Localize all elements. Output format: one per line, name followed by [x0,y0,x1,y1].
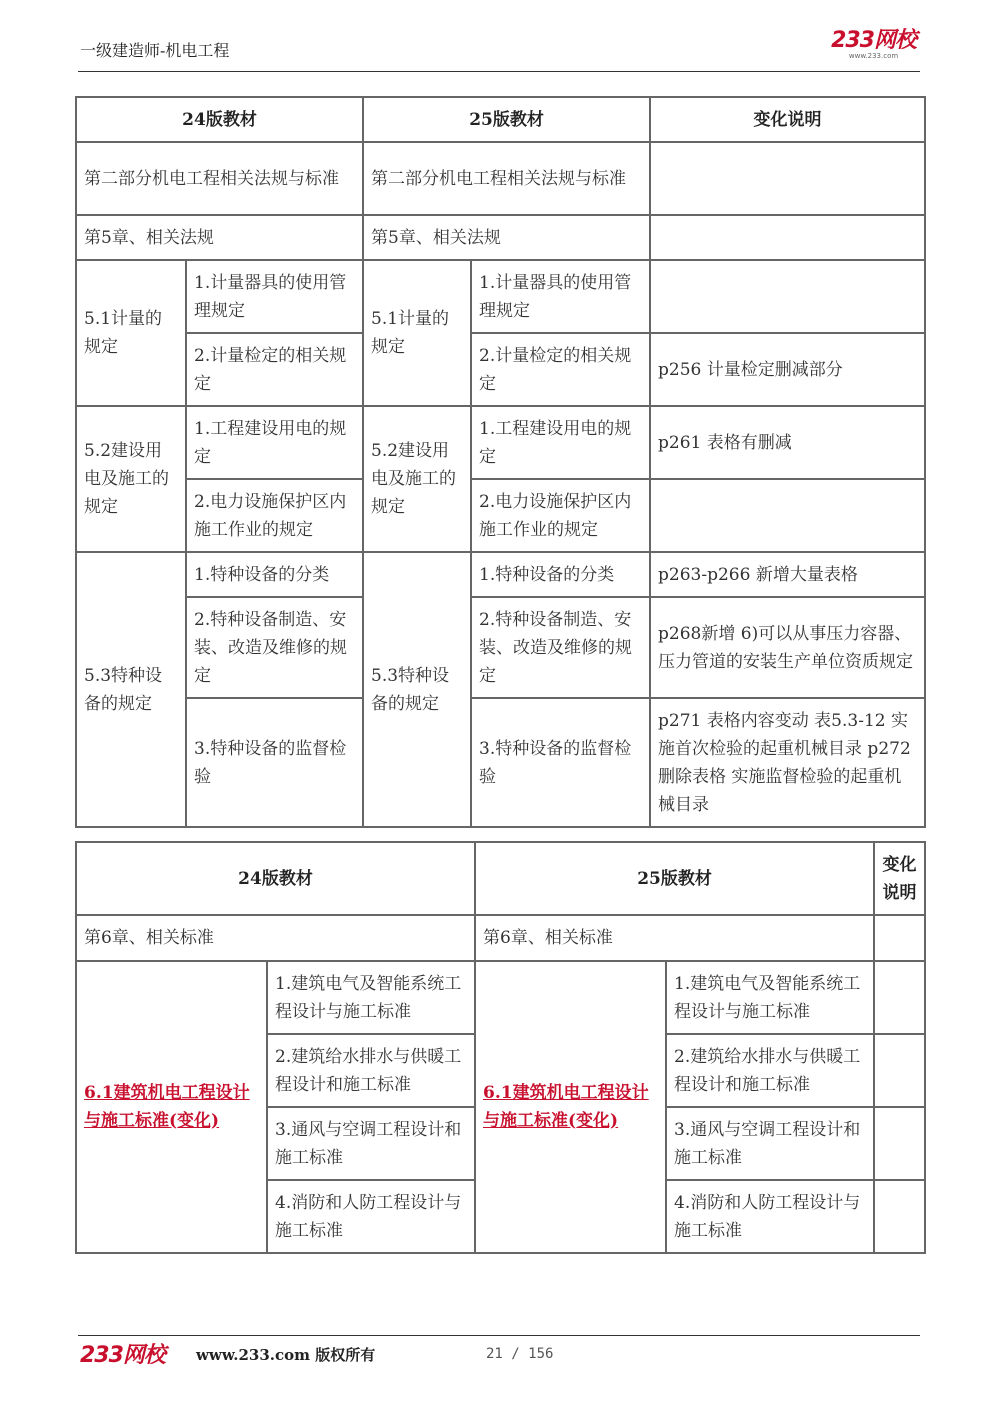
item-note: p261 表格有删减 [650,406,925,479]
table-row [76,597,925,698]
item-old: 2.建筑给水排水与供暖工程设计和施工标准 [267,1034,475,1107]
item-old: 4.消防和人防工程设计与施工标准 [267,1180,475,1253]
item-old: 1.建筑电气及智能系统工程设计与施工标准 [267,961,475,1034]
brand-logo[interactable] [831,30,916,60]
page-separator: / [511,1346,520,1362]
item-note: p271 表格内容变动 表5.3-12 实施首次检验的起重机械目录 p272删除表格 实施监督检验的起重机械目录 [650,698,925,827]
section-title-old: 5.3特种设备的规定 [76,552,186,827]
page-current: 21 [486,1346,503,1362]
item-note [874,1034,925,1107]
item-old: 1.工程建设用电的规定 [186,406,363,479]
item-new: 2.电力设施保护区内施工作业的规定 [471,479,650,552]
section-title-new: 5.3特种设备的规定 [363,552,471,827]
item-old: 2.计量检定的相关规定 [186,333,363,406]
section-title-old: 5.2建设用电及施工的规定 [76,406,186,552]
item-new: 1.建筑电气及智能系统工程设计与施工标准 [666,961,874,1034]
item-new: 3.特种设备的监督检验 [471,698,650,827]
footer-copyright: www.233.com 版权所有 [196,1346,376,1364]
item-note [874,961,925,1034]
item-old: 2.特种设备制造、安装、改造及维修的规定 [186,597,363,698]
table-row [76,961,925,1034]
brand-logo-url: www.233.com [848,52,899,60]
table-row [76,260,925,333]
comparison-table-chapter5 [75,96,926,828]
header-old-edition: 24版教材 [76,97,363,142]
header-divider [78,71,920,72]
footer-divider [78,1335,920,1336]
table-row [76,215,925,260]
item-note: p268新增 6)可以从事压力容器、压力管道的安装生产单位资质规定 [650,597,925,698]
table-header-row [76,97,925,142]
item-new: 1.特种设备的分类 [471,552,650,597]
item-new: 1.工程建设用电的规定 [471,406,650,479]
header-new-edition: 25版教材 [363,97,650,142]
section-link-new[interactable]: 6.1建筑机电工程设计与施工标准(变化) [483,1083,649,1131]
item-new: 2.计量检定的相关规定 [471,333,650,406]
chapter-note [874,915,925,961]
item-note [650,260,925,333]
part-title-old: 第二部分机电工程相关法规与标准 [76,142,363,215]
table-row [76,142,925,215]
item-note [874,1180,925,1253]
section-title-new: 5.2建设用电及施工的规定 [363,406,471,552]
item-new: 1.计量器具的使用管理规定 [471,260,650,333]
brand-logo-text: 233网校 [831,28,916,53]
header-change-notes: 变化说明 [650,97,925,142]
table-row [76,698,925,827]
section-title-new[interactable] [475,961,666,1253]
section-title-new: 5.1计量的规定 [363,260,471,406]
item-old: 1.计量器具的使用管理规定 [186,260,363,333]
table-row [76,915,925,961]
table-row [76,333,925,406]
table-header-row [76,842,925,915]
item-new: 3.通风与空调工程设计和施工标准 [666,1107,874,1180]
chapter-title-old: 第5章、相关法规 [76,215,363,260]
table-row [76,406,925,479]
comparison-table-chapter6 [75,841,926,1254]
header-new-edition: 25版教材 [475,842,874,915]
footer-brand-logo[interactable]: 233网校 [80,1343,165,1368]
item-note [874,1107,925,1180]
table-row [76,552,925,597]
item-new: 2.特种设备制造、安装、改造及维修的规定 [471,597,650,698]
page-number [486,1346,553,1362]
table-row [76,479,925,552]
item-old: 3.特种设备的监督检验 [186,698,363,827]
item-new: 4.消防和人防工程设计与施工标准 [666,1180,874,1253]
item-note: p256 计量检定删减部分 [650,333,925,406]
chapter-note [650,215,925,260]
item-old: 3.通风与空调工程设计和施工标准 [267,1107,475,1180]
section-title-old[interactable] [76,961,267,1253]
item-note: p263-p266 新增大量表格 [650,552,925,597]
item-new: 2.建筑给水排水与供暖工程设计和施工标准 [666,1034,874,1107]
section-link-old[interactable]: 6.1建筑机电工程设计与施工标准(变化) [84,1083,250,1131]
page-total: 156 [528,1346,554,1362]
chapter-title-old: 第6章、相关标准 [76,915,475,961]
chapter-title-new: 第5章、相关法规 [363,215,650,260]
header-change-notes: 变化说明 [874,842,925,915]
part-note [650,142,925,215]
item-old: 1.特种设备的分类 [186,552,363,597]
item-old: 2.电力设施保护区内施工作业的规定 [186,479,363,552]
item-note [650,479,925,552]
section-title-old: 5.1计量的规定 [76,260,186,406]
header-old-edition: 24版教材 [76,842,475,915]
part-title-new: 第二部分机电工程相关法规与标准 [363,142,650,215]
document-header-title: 一级建造师-机电工程 [80,41,230,60]
chapter-title-new: 第6章、相关标准 [475,915,874,961]
